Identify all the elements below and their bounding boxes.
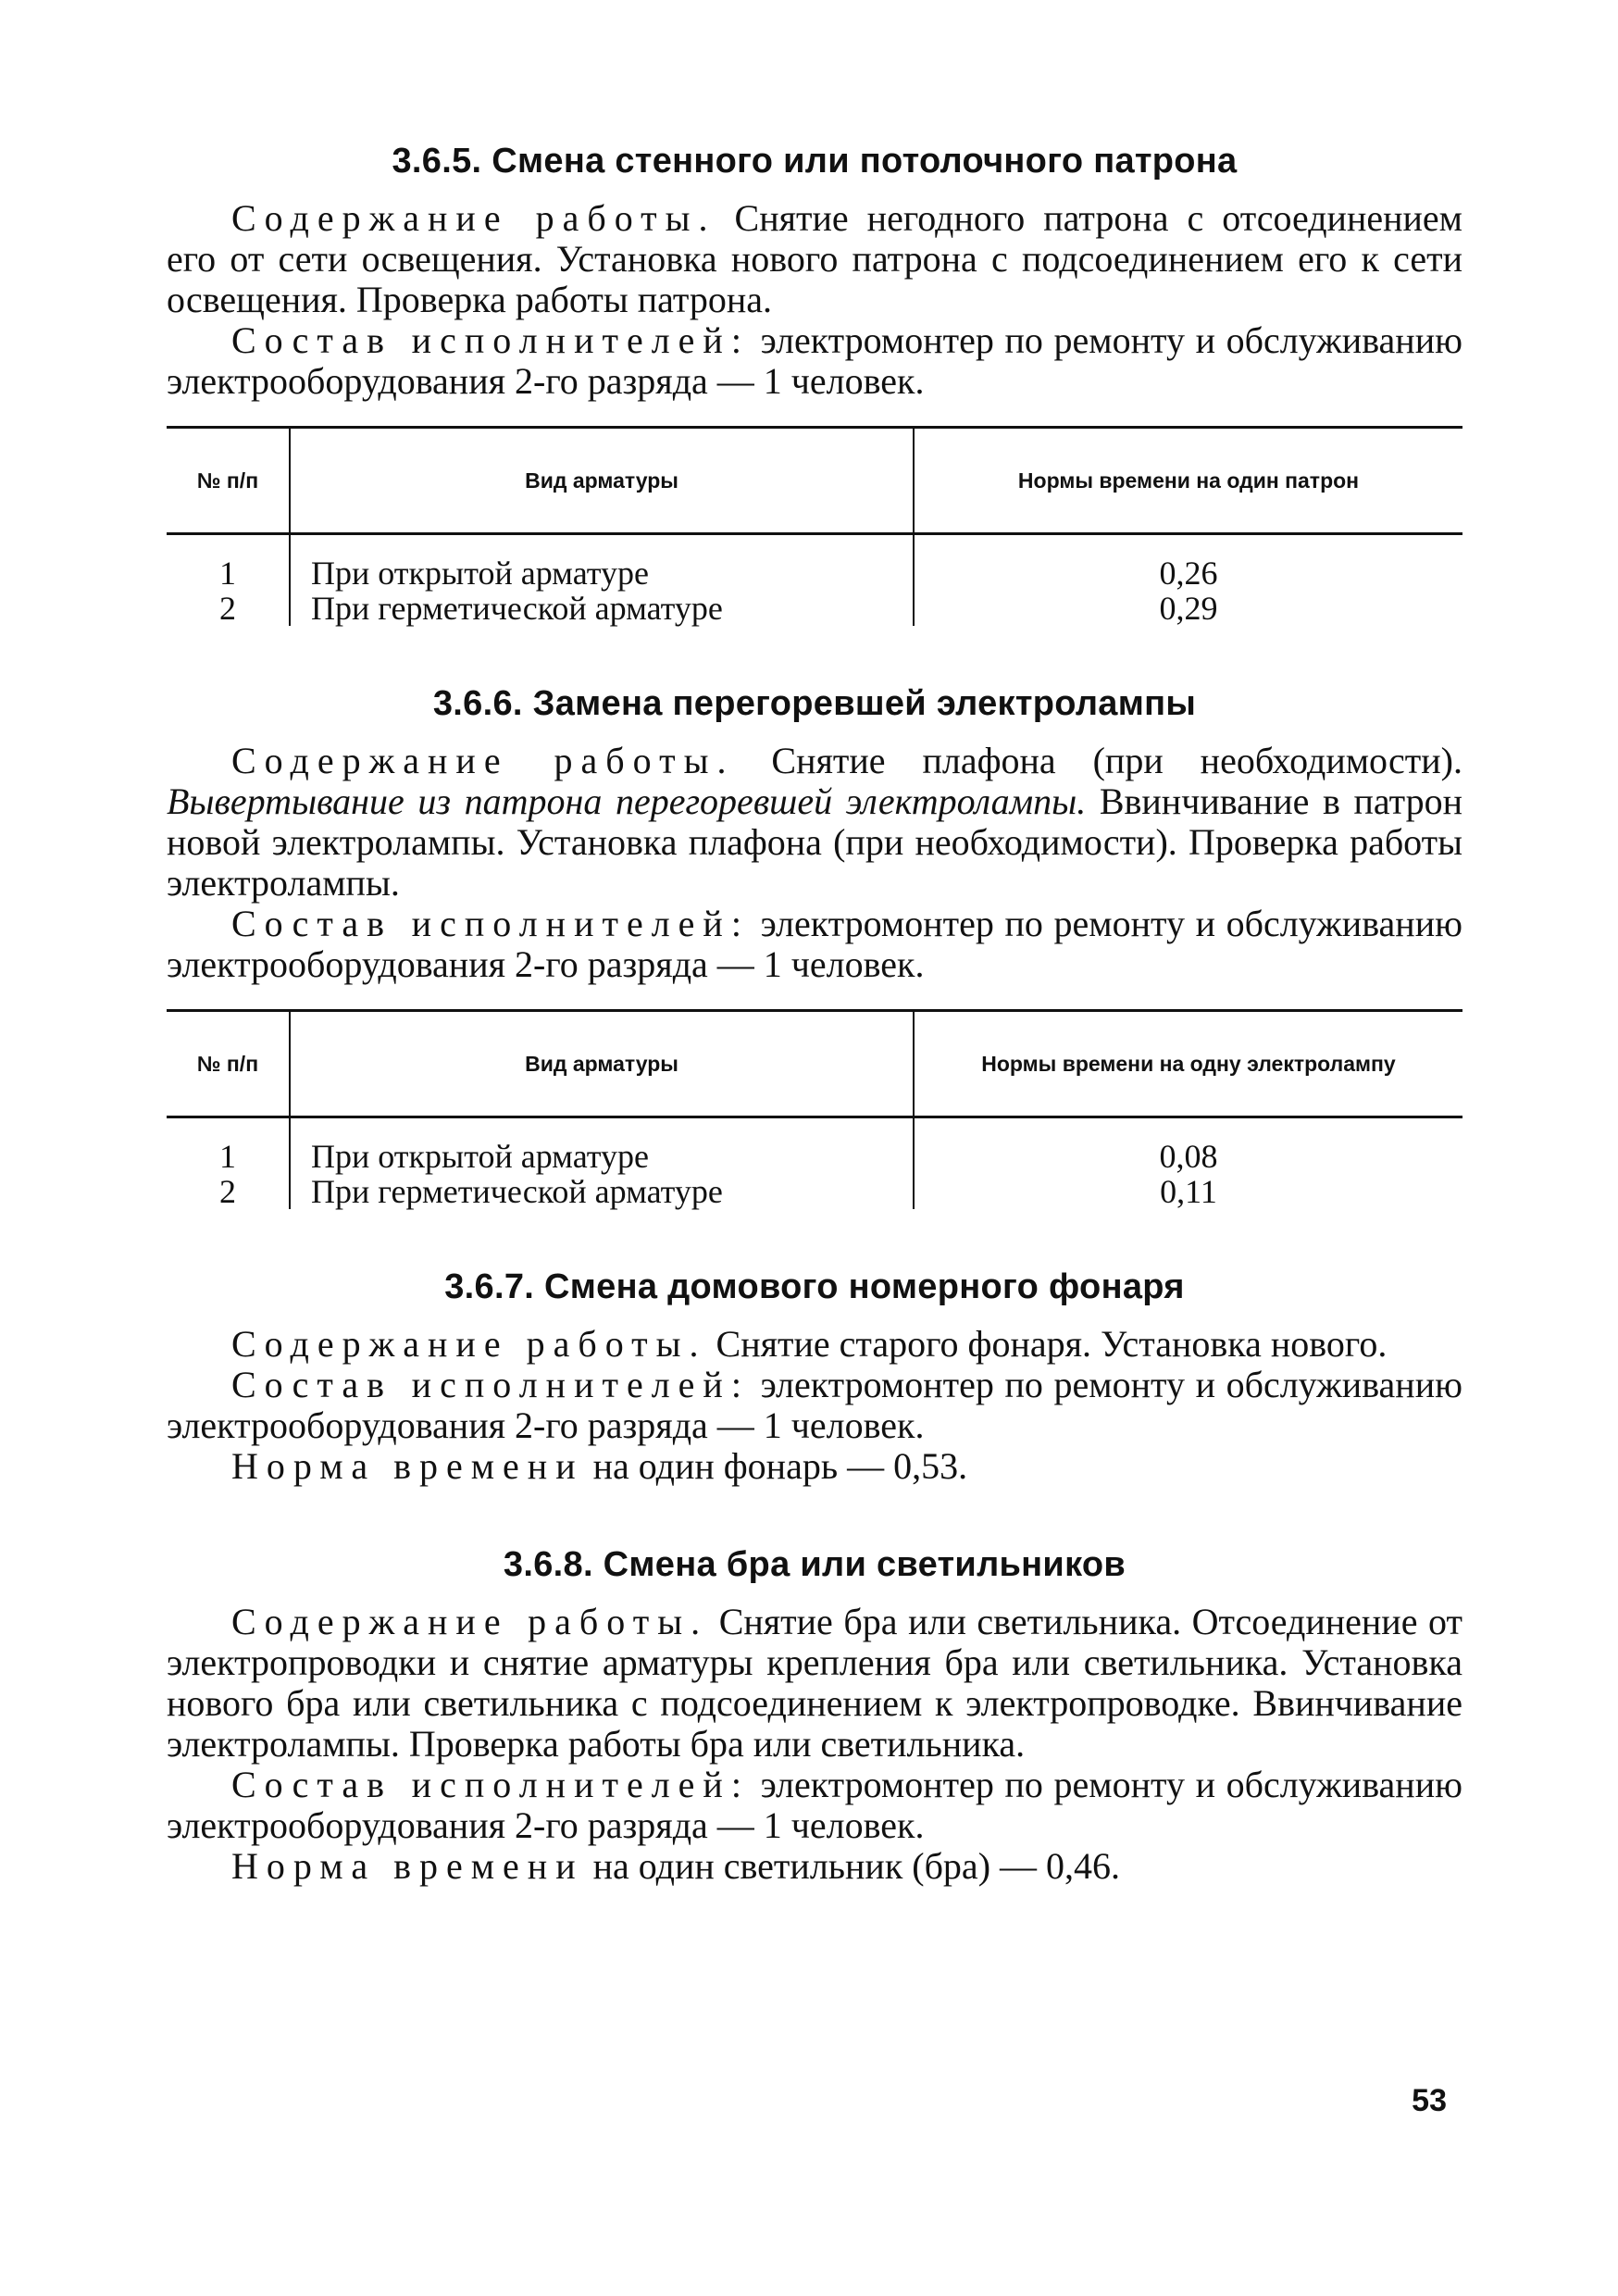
content-paragraph [167, 1602, 1462, 1765]
section-title-3-6-7: 3.6.7. Смена домового номерного фонаря [444, 1267, 1185, 1306]
content-paragraph [167, 198, 1462, 320]
row-fitting-type: При открытой арматуре [290, 534, 914, 592]
content-text: Ввинчивание в патрон новой электролампы. Установка плафона (при необходимости). Проверка работы электролампы. [167, 780, 1463, 904]
section-title-3-6-8: 3.6.8. Смена бра или светильников [503, 1545, 1126, 1584]
table-row [167, 1117, 1462, 1175]
table-row [167, 1174, 1462, 1209]
norm-text: на один светильник (бра) — 0,46. [592, 1845, 1121, 1887]
staff-text: электромонтер по ремонту и обслуживанию электрооборудования 2-го разряда — 1 человек. [167, 319, 1463, 402]
content-text: Снятие бра или светильника. Отсоединение от электропроводки и снятие арматуры крепления бра или светильника. Установка нового бра или светильника с подсоединением к электропроводке. Ввинчивание электролампы. Проверка работы бра или светильника. [167, 1601, 1462, 1765]
header-time-norm: Нормы времени на одну электролампу [914, 1011, 1462, 1117]
staff-paragraph [167, 320, 1462, 402]
norm-label: Норма времени [231, 1445, 584, 1487]
header-fitting-type: Вид арматуры [290, 428, 914, 534]
staff-text: электромонтер по ремонту и обслуживанию электрооборудования 2-го разряда — 1 человек. [167, 1364, 1463, 1446]
content-paragraph [167, 741, 1462, 904]
staff-paragraph [167, 1765, 1462, 1846]
row-time-norm: 0,08 [1159, 1138, 1218, 1175]
header-number: № п/п [167, 428, 290, 534]
row-number: 2 [219, 1173, 236, 1210]
norm-text: на один фонарь — 0,53. [592, 1445, 968, 1487]
content-paragraph [167, 1324, 1462, 1365]
row-time-norm: 0,29 [1159, 590, 1218, 627]
content-label: Содержание работы. [231, 1601, 709, 1642]
header-number: № п/п [167, 1011, 290, 1117]
row-fitting-type: При герметической арматуре [290, 1174, 914, 1209]
section-title-3-6-5: 3.6.5. Смена стенного или потолочного патрона [392, 142, 1238, 181]
table-row [167, 591, 1462, 626]
row-fitting-type: При открытой арматуре [290, 1117, 914, 1175]
header-fitting-type: Вид арматуры [290, 1011, 914, 1117]
header-time-norm: Нормы времени на один патрон [914, 428, 1462, 534]
row-number: 1 [219, 555, 236, 592]
content-label: Содержание работы. [231, 740, 735, 781]
row-number: 1 [219, 1138, 236, 1175]
staff-paragraph [167, 1365, 1462, 1446]
row-time-norm: 0,26 [1159, 555, 1218, 592]
norm-table-3-6-6 [167, 1009, 1462, 1209]
staff-text: электромонтер по ремонту и обслуживанию электрооборудования 2-го разряда — 1 человек. [167, 1764, 1463, 1846]
page-number: 53 [1412, 2083, 1447, 2118]
content-text-italic: Вывертывание из патрона перегоревшей электролампы. [167, 780, 1087, 822]
content-text: Снятие негодного патрона с отсоединением его от сети освещения. Установка нового патрона с подсоединением его к сети освещения. Проверка работы патрона. [167, 197, 1462, 320]
norm-label: Норма времени [231, 1845, 584, 1887]
content-label: Содержание работы. [231, 1323, 707, 1365]
row-time-norm: 0,11 [1160, 1173, 1217, 1210]
staff-paragraph [167, 904, 1462, 985]
staff-label: Состав исполнителей: [231, 1364, 750, 1405]
staff-label: Состав исполнителей: [231, 319, 750, 361]
row-fitting-type: При герметической арматуре [290, 591, 914, 626]
content-text: Снятие старого фонаря. Установка нового. [716, 1323, 1388, 1365]
norm-table-3-6-5 [167, 426, 1462, 626]
norm-paragraph [167, 1446, 1462, 1487]
content-text: Снятие плафона (при необходимости). [771, 740, 1463, 781]
document-page [167, 139, 1462, 1887]
content-label: Содержание работы. [231, 197, 716, 239]
norm-paragraph [167, 1846, 1462, 1887]
staff-label: Состав исполнителей: [231, 903, 750, 944]
row-number: 2 [219, 590, 236, 627]
table-row [167, 534, 1462, 592]
staff-text: электромонтер по ремонту и обслуживанию электрооборудования 2-го разряда — 1 человек. [167, 903, 1463, 985]
section-title-3-6-6: 3.6.6. Замена перегоревшей электролампы [432, 684, 1197, 723]
staff-label: Состав исполнителей: [231, 1764, 750, 1805]
